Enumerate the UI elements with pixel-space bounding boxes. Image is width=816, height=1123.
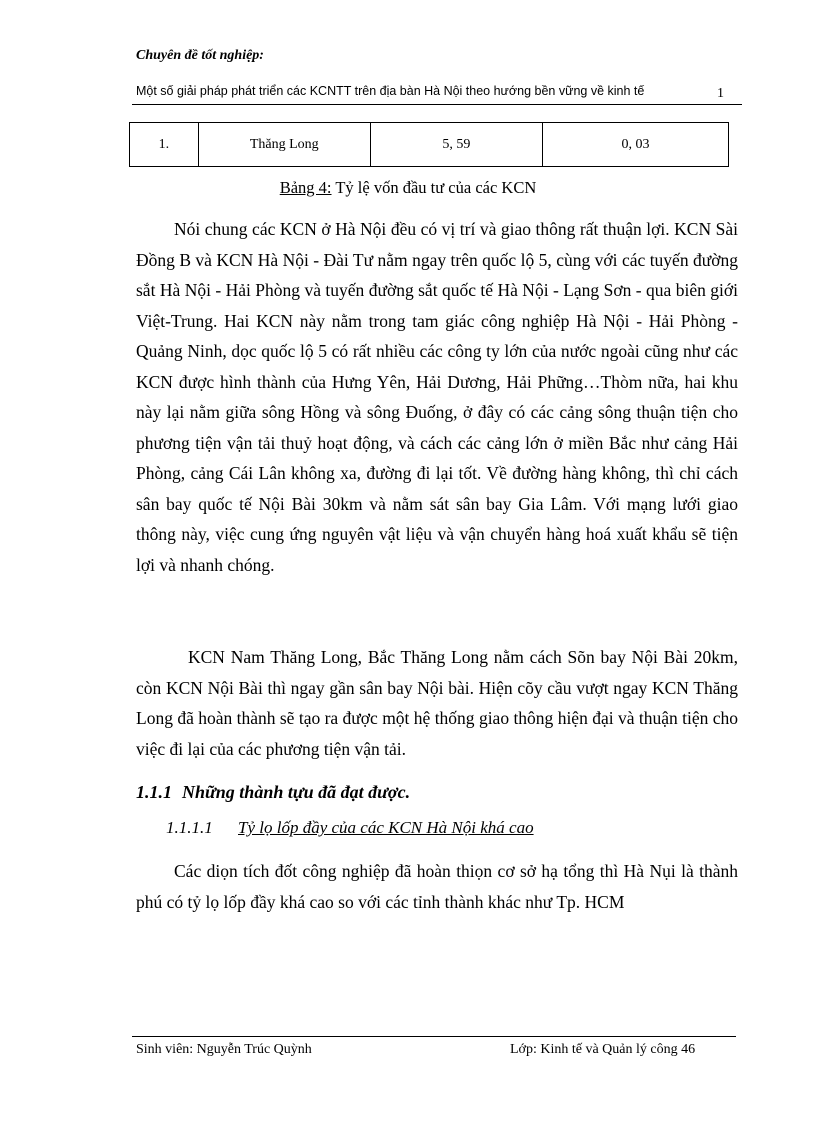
paragraph-1: Nói chung các KCN ở Hà Nội đều có vị trí và giao thông rất thuận lợi. KCN Sài Đồng B và KCN Hà Nội - Đài Tư nằm ngay trên quốc lộ 5, cùng với các tuyến đường sắt Hà Nội - Hải Phòng và tuyến đường sắt quốc tế Hà Nội - Lạng Sơn - qua biên giới Việt-Trung. Hai KCN này nằm trong tam giác công nghiệp Hà Nội - Hải Phòng - Quảng Ninh, dọc quốc lộ 5 có rất nhiều các công ty lớn của nước ngoài cũng như các KCN được hình thành của Hưng Yên, Hải Dương, Hải Phững…Thòm nữa, hai khu này lại nằm giữa sông Hồng và sông Đuống, ở đây có các cảng sông thuận tiện cho phương tiện vận tải thuỷ hoạt động, và cách các cảng lớn ở miền Bắc như cảng Hải Phòng, cảng Cái Lân không xa, đường đi lại tốt. Về đường hàng không, thì chỉ cách sân bay quốc tế Nội Bài 30km và nằm sát sân bay Gia Lâm. Với mạng lưới giao thông này, việc cung ứng nguyên vật liệu và vận chuyển hàng hoá xuất khẩu sẽ tiện lợi và nhanh chóng. [136, 219, 738, 575]
caption-label: Bảng 4: [279, 178, 332, 197]
footer-student: Sinh viên: Nguyễn Trúc Quỳnh [136, 1042, 312, 1057]
paragraph-2: KCN Nam Thăng Long, Bắc Thăng Long nằm cách Sõn bay Nội Bài 20km, còn KCN Nội Bài thì ngay gần sân bay Nội bài. Hiện cõy cầu vượt ngay KCN Thăng Long đã hoàn thành sẽ tạo ra được một hệ thống giao thông hiện đại và thuận tiện cho việc đi lại của các phương tiện vận tải. [136, 647, 738, 759]
table-cell-value1: 5, 59 [370, 123, 542, 167]
page-number: 1 [717, 86, 724, 101]
table-caption [0, 178, 816, 198]
footer-rule [132, 1036, 736, 1037]
table-cell-no: 1. [130, 123, 199, 167]
table-cell-value2: 0, 03 [542, 123, 728, 167]
section-title: Những thành tựu đã đạt được. [182, 782, 411, 802]
subsection-title: Tỷ lọ lốp đầy của các KCN Hà Nội khá cao [238, 818, 534, 837]
paragraph-3: Các diọn tích đốt công nghiệp đã hoàn thiọn cơ sở hạ tổng thì Hà Nụi là thành phú có tỷ lọ lốp đầy khá cao so với các tỉnh thành khác như Tp. HCM [136, 861, 738, 912]
footer-class: Lớp: Kinh tế và Quản lý công 46 [510, 1042, 696, 1057]
section-heading [136, 782, 410, 803]
table-row [130, 123, 729, 167]
table-cell-name: Thăng Long [198, 123, 370, 167]
header-subtitle: Một số giải pháp phát triển các KCNTT trên địa bàn Hà Nội theo hướng bền vững về kinh tế [136, 84, 645, 98]
investment-table [129, 122, 729, 167]
section-number: 1.1.1 [136, 782, 172, 802]
header-rule [132, 104, 742, 105]
subsection-heading [166, 818, 534, 838]
header-title: Chuyên đề tốt nghiệp: [136, 48, 264, 63]
caption-text: Tỷ lệ vốn đầu tư của các KCN [331, 178, 537, 197]
subsection-number: 1.1.1.1 [166, 818, 213, 837]
